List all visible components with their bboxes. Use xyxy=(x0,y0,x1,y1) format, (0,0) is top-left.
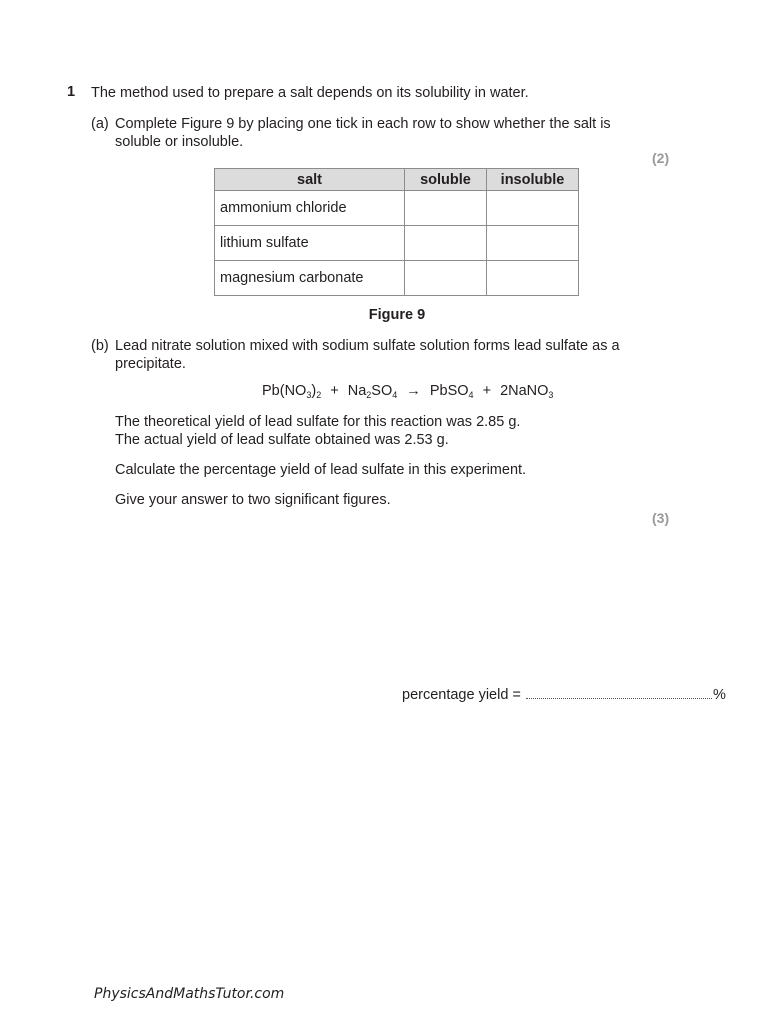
footer-watermark: PhysicsAndMathsTutor.com xyxy=(94,986,285,1002)
plus-sign: + xyxy=(482,383,492,399)
answer-unit: % xyxy=(713,687,726,703)
header-soluble: soluble xyxy=(405,169,487,191)
plus-sign: + xyxy=(330,383,339,399)
part-b-text-line2: precipitate. xyxy=(115,356,186,372)
soluble-tick-cell[interactable] xyxy=(405,261,487,296)
salt-name-cell: lithium sulfate xyxy=(215,226,405,261)
answer-label: percentage yield = xyxy=(402,687,521,703)
part-b-text-line1: Lead nitrate solution mixed with sodium sulfate solution forms lead sulfate as a xyxy=(115,338,620,354)
soluble-tick-cell[interactable] xyxy=(405,226,487,261)
insoluble-tick-cell[interactable] xyxy=(487,191,579,226)
salt-name-cell: magnesium carbonate xyxy=(215,261,405,296)
part-b-label: (b) xyxy=(91,338,109,354)
table-row xyxy=(215,191,579,226)
header-salt: salt xyxy=(215,169,405,191)
insoluble-tick-cell[interactable] xyxy=(487,261,579,296)
part-a-text-line1: Complete Figure 9 by placing one tick in each row to show whether the salt is xyxy=(115,116,611,132)
question-stem: The method used to prepare a salt depends on its solubility in water. xyxy=(91,85,529,101)
figure-caption: Figure 9 xyxy=(368,307,426,323)
part-a-text-line2: soluble or insoluble. xyxy=(115,134,244,150)
soluble-tick-cell[interactable] xyxy=(405,191,487,226)
table-row xyxy=(215,226,579,261)
table-row xyxy=(215,261,579,296)
chemical-equation xyxy=(262,383,553,400)
actual-yield-text: The actual yield of lead sulfate obtained was 2.53 g. xyxy=(115,432,449,448)
header-insoluble: insoluble xyxy=(487,169,579,191)
sig-fig-instruction: Give your answer to two significant figures. xyxy=(115,492,391,508)
table-header-row xyxy=(215,169,579,191)
reactant-sodium-sulfate: $Na_2SO_4$ xyxy=(347,383,398,400)
reaction-arrow: → xyxy=(406,383,421,399)
calculation-instruction: Calculate the percentage yield of lead sulfate in this experiment. xyxy=(115,462,527,478)
part-a-marks: (2) xyxy=(652,150,670,166)
question-number: 1 xyxy=(67,84,76,100)
salt-name-cell: ammonium chloride xyxy=(215,191,405,226)
product-sodium-nitrate: 2NaNO$_3$ xyxy=(500,383,554,400)
part-b-marks: (3) xyxy=(652,510,670,526)
salt-table xyxy=(214,168,579,296)
answer-line[interactable] xyxy=(526,698,712,699)
insoluble-tick-cell[interactable] xyxy=(487,226,579,261)
reactant-lead-nitrate: $Pb(NO_3)_2$ xyxy=(262,383,322,400)
part-a-label: (a) xyxy=(91,116,109,132)
product-lead-sulfate: PbSO$_4$ xyxy=(429,383,474,400)
theoretical-yield-text: The theoretical yield of lead sulfate for this reaction was 2.85 g. xyxy=(115,414,521,430)
